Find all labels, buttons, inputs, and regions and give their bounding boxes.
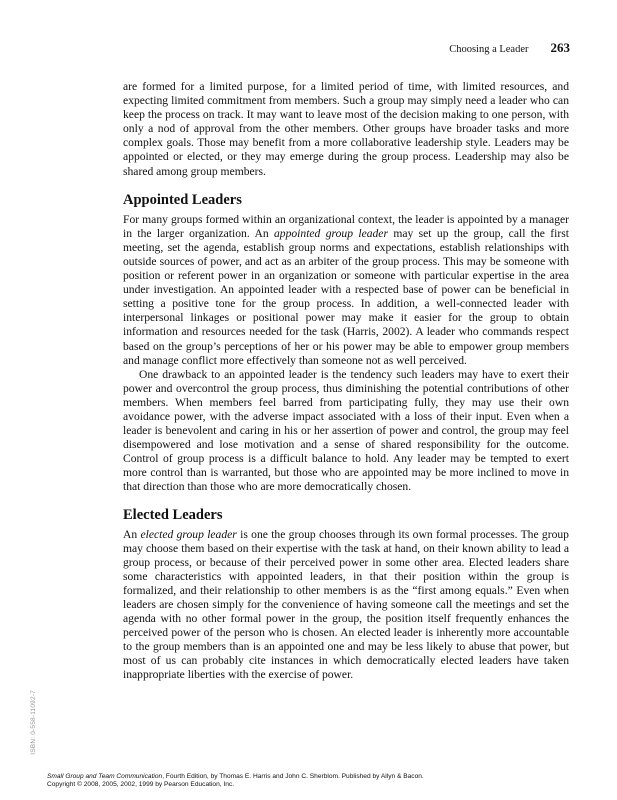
elected-paragraph-1	[123, 528, 569, 683]
heading-appointed-leaders: Appointed Leaders	[123, 191, 242, 208]
appointed-group-leader-term: appointed group leader	[273, 226, 388, 240]
body-text	[123, 80, 569, 683]
footer-copyright: Copyright © 2008, 2005, 2002, 1999 by Pearson Education, Inc.	[47, 781, 235, 788]
elected-p1-text-b: is one the group chooses through its own formal processes. The group may choose them based on their expertise with the task at hand, on their known ability to lead a group process, or because of their perceived power in some other area. Elected leaders share some characteristics with appointed leaders, in that their position within the group is formalized, and their relationship to other members is as the “first among equals.” Even when leaders are chosen simply for the convenience of having someone call the meetings and set the agenda with no other formal power in the group, the position itself frequently enhances the perceived power of the person who is chosen. An elected leader is inherently more accountable to the group members than is an appointed one and may be less likely to abuse that power, but most of us can probably cite instances in which democratically elected leaders have taken inappropriate liberties with the exercise of power.	[123, 527, 569, 682]
page-footer	[47, 773, 587, 789]
heading-elected-leaders: Elected Leaders	[123, 506, 223, 523]
intro-paragraph: are formed for a limited purpose, for a limited period of time, with limited resources, and expecting limited commitment from members. Such a group may simply need a leader who can keep the process on track. It may want to leave most of the decision making to one person, with only a nod of approval from the other members. Other groups have broader tasks and more complex goals. Those may benefit from a more collaborative leadership style. Leaders may be appointed or elected, or they may emerge during the group process. Leadership may also be shared among group members.	[123, 80, 569, 178]
running-head	[449, 40, 570, 56]
footer-publication-info: , Fourth Edition, by Thomas E. Harris and John C. Sherblom. Published by Allyn & Bacon.	[162, 773, 424, 780]
appointed-paragraph-2: One drawback to an appointed leader is the tendency such leaders may have to exert their power and overcontrol the group process, thus diminishing the potential contributions of other members. When members feel barred from participating fully, they may use their own avoidance power, with the adverse impact associated with a loss of their input. Even when a leader is benevolent and caring in his or her assertion of power and control, the group may feel disempowered and lose motivation and a sense of shared responsibility for the outcome. Control of group process is a difficult balance to hold. Any leader may be tempted to exert more control than is warranted, but those who are appointed may be more inclined to move in that direction than those who are more democratically chosen.	[123, 367, 569, 494]
appointed-p1-text-a: For many groups formed within an organizational context, the leader is appointed by a manager in the larger organization. An	[123, 212, 569, 240]
footer-book-title: Small Group and Team Communication	[47, 773, 163, 780]
elected-p1-text-a: An	[123, 527, 141, 541]
elected-group-leader-term: elected group leader	[140, 527, 237, 541]
appointed-p1-text-b: may set up the group, call the first meeting, set the agenda, establish group norms and expectations, establish relationships with outside sources of power, and act as an arbiter of the group process. This may be someone with position or referent power in an organization or someone with particular expertise in the area under investigation. An appointed leader with a respected base of power can be beneficial in setting a positive tone for the group process. In addition, a well-connected leader with interpersonal linkages or positional power may make it easier for the group to obtain information and resources needed for the task (Harris, 2002). A leader who commands respect based on the group’s perceptions of her or his power may be able to empower group members and manage conflict more effectively than someone not as well perceived.	[123, 226, 569, 367]
appointed-paragraph-1	[123, 213, 569, 368]
running-head-section-title: Choosing a Leader	[449, 44, 529, 55]
footer-line-1	[47, 773, 424, 780]
margin-isbn: ISBN: 0-558-11092-7	[30, 690, 37, 755]
page-number: 263	[550, 40, 570, 55]
